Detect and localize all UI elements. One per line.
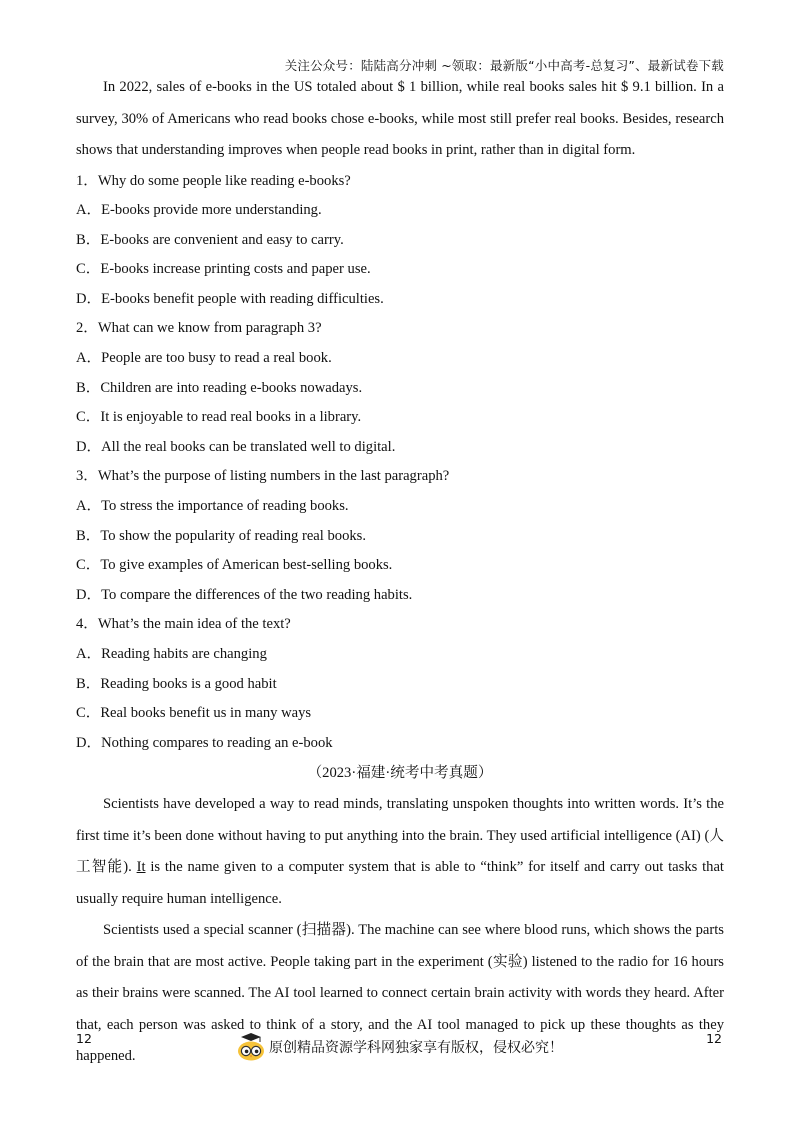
answer-option: D．To compare the differences of the two reading habits. bbox=[76, 586, 413, 603]
page-number-right: 12 bbox=[706, 1031, 722, 1046]
answer-option: D．E-books benefit people with reading difficulties. bbox=[76, 290, 384, 307]
question-stem: 4．What’s the main idea of the text? bbox=[76, 616, 291, 633]
passage-paragraph: In 2022, sales of e-books in the US totaled about $ 1 billion, while real books sales hit $ 9.1 billion. In a survey, 30% of Americans who read books chose e-books, while most still prefer real books. Besides, research shows that understanding improves when people read books in print, rather than in digital form. bbox=[76, 79, 724, 158]
source-label: （2023·福建·统考中考真题） bbox=[307, 765, 493, 782]
question-block-3 bbox=[76, 462, 724, 610]
question-block-2 bbox=[76, 314, 724, 462]
answer-option: B．To show the popularity of reading real books. bbox=[76, 527, 366, 544]
answer-option: C．Real books benefit us in many ways bbox=[76, 705, 312, 722]
answer-option: A．E-books provide more understanding. bbox=[76, 202, 322, 219]
question-stem: 1．Why do some people like reading e-books? bbox=[76, 172, 351, 189]
question-stem: 3．What’s the purpose of listing numbers in the last paragraph? bbox=[76, 468, 450, 485]
copyright-banner bbox=[236, 1032, 563, 1062]
passage-paragraph bbox=[76, 789, 724, 915]
answer-option: A．To stress the importance of reading books. bbox=[76, 498, 349, 515]
answer-option: C．To give examples of American best-selling books. bbox=[76, 557, 393, 574]
paragraph-text: Scientists have developed a way to read minds, translating unspoken thoughts into written words. It’s the first time it’s been done without having to put anything into the brain. They used artificial intelligence (AI) (人工智能). bbox=[76, 796, 724, 876]
copyright-text: 原创精品资源学科网独家享有版权，侵权必究！ bbox=[269, 1040, 563, 1056]
passage-paragraph: Scientists used a special scanner (扫描器). The machine can see where blood runs, which shows the parts of the brain that are most active. People taking part in the experiment (实验) listened to the radio for 16 hours as their brains were scanned. The AI tool learned to connect certain brain activity with words they heard. After that, each person was asked to think of a story, and the AI tool managed to pick up these thoughts as they happened. bbox=[76, 922, 724, 1065]
underlined-word: It bbox=[136, 859, 146, 876]
answer-option: D．Nothing compares to reading an e-book bbox=[76, 734, 333, 751]
answer-option: B．E-books are convenient and easy to carry. bbox=[76, 231, 344, 248]
header-note: 关注公众号：陆陆高分冲刺 ~领取：最新版“小中高考-总复习”、最新试卷下载 bbox=[284, 58, 724, 73]
question-stem: 2．What can we know from paragraph 3? bbox=[76, 320, 322, 337]
owl-mascot-icon bbox=[236, 1032, 266, 1062]
answer-option: C．It is enjoyable to read real books in a library. bbox=[76, 409, 362, 426]
answer-option: A．Reading habits are changing bbox=[76, 646, 267, 662]
answer-option: A．People are too busy to read a real book. bbox=[76, 350, 332, 367]
answer-option: C．E-books increase printing costs and paper use. bbox=[76, 261, 371, 278]
question-block-4 bbox=[76, 610, 724, 758]
answer-option: D．All the real books can be translated well to digital. bbox=[76, 438, 396, 455]
answer-option: B．Children are into reading e-books nowadays. bbox=[76, 379, 363, 396]
answer-option: B．Reading books is a good habit bbox=[76, 675, 277, 692]
page-content bbox=[76, 72, 724, 1073]
question-block-1 bbox=[76, 167, 724, 315]
page-number-left: 12 bbox=[76, 1031, 92, 1046]
paragraph-text: is the name given to a computer system that is able to “think” for itself and carry out tasks that usually require human intelligence. bbox=[76, 859, 724, 907]
